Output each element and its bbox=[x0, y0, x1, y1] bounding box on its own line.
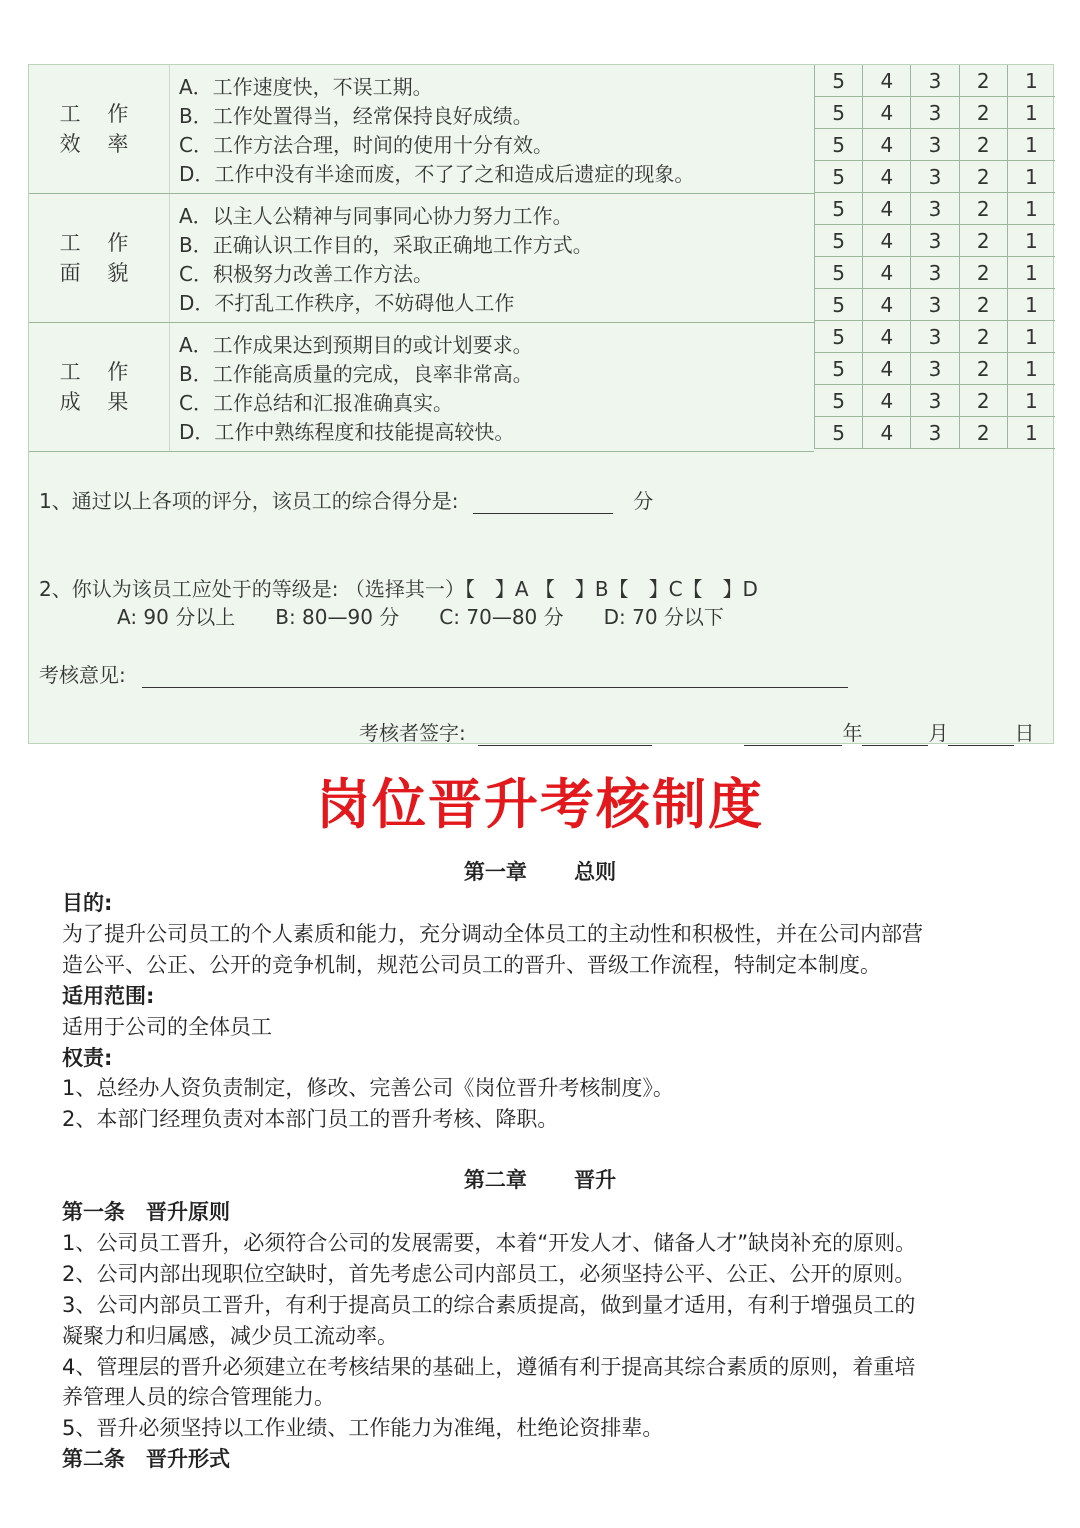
section-work-attitude bbox=[29, 194, 814, 323]
score-option[interactable]: 1 bbox=[1007, 353, 1055, 384]
score-option[interactable]: 1 bbox=[1007, 97, 1055, 128]
score-option[interactable]: 5 bbox=[814, 225, 862, 256]
score-row bbox=[814, 225, 1055, 257]
grade-legend: A: 90 分以上 B: 80—90 分 C: 70—80 分 D: 70 分以下 bbox=[117, 605, 724, 629]
score-option[interactable]: 2 bbox=[959, 97, 1007, 128]
score-option[interactable]: 3 bbox=[910, 65, 958, 96]
chapter-1-name: 总则 bbox=[574, 860, 617, 884]
score-option[interactable]: 1 bbox=[1007, 417, 1055, 448]
document-title: 岗位晋升考核制度 bbox=[316, 773, 764, 836]
section-work-results bbox=[29, 323, 814, 452]
score-option[interactable]: 2 bbox=[959, 385, 1007, 416]
score-row bbox=[814, 417, 1055, 449]
score-row bbox=[814, 129, 1055, 161]
criterion-b: B．工作能高质量的完成，良率非常高。 bbox=[179, 362, 533, 386]
duty-item-1: 1、总经办人资负责制定，修改、完善公司《岗位晋升考核制度》。 bbox=[62, 1076, 674, 1100]
day-blank[interactable] bbox=[948, 723, 1014, 746]
scope-heading: 适用范围: bbox=[62, 984, 155, 1008]
score-option[interactable]: 2 bbox=[959, 65, 1007, 96]
signature-blank[interactable] bbox=[478, 723, 652, 746]
score-row bbox=[814, 257, 1055, 289]
day-label: 日 bbox=[1014, 721, 1035, 745]
evaluation-form bbox=[28, 64, 1054, 744]
question-2[interactable]: 2、你认为该员工应处于的等级是: （选择其一）【 】A 【 】B【 】C【 】D bbox=[39, 577, 758, 601]
score-option[interactable]: 4 bbox=[862, 129, 910, 160]
criterion-a: A．工作速度快，不误工期。 bbox=[179, 75, 433, 99]
section-label bbox=[29, 65, 170, 193]
chapter-1-number: 第一章 bbox=[463, 860, 527, 884]
score-option[interactable]: 5 bbox=[814, 353, 862, 384]
score-option[interactable]: 4 bbox=[862, 225, 910, 256]
score-row bbox=[814, 97, 1055, 129]
criterion-b: B．工作处置得当，经常保持良好成绩。 bbox=[179, 104, 533, 128]
chapter-2-name: 晋升 bbox=[574, 1168, 617, 1192]
score-option[interactable]: 3 bbox=[910, 353, 958, 384]
score-option[interactable]: 1 bbox=[1007, 65, 1055, 96]
score-option[interactable]: 1 bbox=[1007, 193, 1055, 224]
principle-2: 2、公司内部出现职位空缺时，首先考虑公司内部员工，必须坚持公平、公正、公开的原则。 bbox=[62, 1262, 916, 1286]
score-option[interactable]: 4 bbox=[862, 321, 910, 352]
principle-4-line-2: 养管理人员的综合管理能力。 bbox=[62, 1385, 335, 1409]
score-option[interactable]: 1 bbox=[1007, 289, 1055, 320]
score-option[interactable]: 3 bbox=[910, 417, 958, 448]
score-option[interactable]: 4 bbox=[862, 65, 910, 96]
year-blank[interactable] bbox=[744, 723, 842, 746]
question-1-text: 1、通过以上各项的评分，该员工的综合得分是: bbox=[39, 489, 459, 513]
principle-3-line-2: 凝聚力和归属感，减少员工流动率。 bbox=[62, 1324, 398, 1348]
principle-3-line-1: 3、公司内部员工晋升，有利于提高员工的综合素质提高，做到量才适用，有利于增强员工的 bbox=[62, 1293, 916, 1317]
score-option[interactable]: 3 bbox=[910, 257, 958, 288]
criterion-a: A．工作成果达到预期目的或计划要求。 bbox=[179, 333, 533, 357]
score-row bbox=[814, 193, 1055, 225]
score-option[interactable]: 3 bbox=[910, 321, 958, 352]
score-option[interactable]: 4 bbox=[862, 193, 910, 224]
score-option[interactable]: 1 bbox=[1007, 129, 1055, 160]
score-option[interactable]: 2 bbox=[959, 321, 1007, 352]
scope-text: 适用于公司的全体员工 bbox=[62, 1015, 272, 1039]
criteria-list bbox=[179, 202, 814, 318]
month-label: 月 bbox=[928, 721, 949, 745]
criterion-a: A．以主人公精神与同事同心协力努力工作。 bbox=[179, 204, 573, 228]
criterion-d: D．工作中没有半途而废，不了了之和造成后遗症的现象。 bbox=[179, 162, 695, 186]
score-option[interactable]: 3 bbox=[910, 193, 958, 224]
duty-item-2: 2、本部门经理负责对本部门员工的晋升考核、降职。 bbox=[62, 1107, 559, 1131]
article-2-heading: 第二条 晋升形式 bbox=[62, 1447, 230, 1471]
score-option[interactable]: 4 bbox=[862, 161, 910, 192]
principle-4-line-1: 4、管理层的晋升必须建立在考核结果的基础上，遵循有利于提高其综合素质的原则，着重培 bbox=[62, 1355, 916, 1379]
chapter-1-heading bbox=[0, 856, 1080, 886]
section-label-line1: 工 作 bbox=[59, 231, 139, 255]
score-option[interactable]: 1 bbox=[1007, 257, 1055, 288]
signature-label: 考核者签字: bbox=[359, 721, 466, 745]
score-option[interactable]: 2 bbox=[959, 129, 1007, 160]
purpose-line-1: 为了提升公司员工的个人素质和能力，充分调动全体员工的主动性和积极性，并在公司内部营 bbox=[62, 922, 923, 946]
principle-1: 1、公司员工晋升，必须符合公司的发展需要，本着“开发人才、储备人才”缺岗补充的原则。 bbox=[62, 1231, 917, 1255]
year-label: 年 bbox=[842, 721, 863, 745]
score-row bbox=[814, 353, 1055, 385]
section-label-line2: 成 果 bbox=[59, 390, 139, 414]
score-option[interactable]: 2 bbox=[959, 289, 1007, 320]
section-label-line1: 工 作 bbox=[59, 102, 139, 126]
purpose-heading: 目的: bbox=[62, 891, 113, 915]
score-option[interactable]: 2 bbox=[959, 225, 1007, 256]
section-label bbox=[29, 194, 170, 322]
score-option[interactable]: 1 bbox=[1007, 225, 1055, 256]
criteria-list bbox=[179, 73, 814, 189]
score-option[interactable]: 5 bbox=[814, 321, 862, 352]
opinion-row bbox=[39, 659, 848, 688]
score-option[interactable]: 4 bbox=[862, 417, 910, 448]
question-1 bbox=[39, 485, 653, 514]
section-label-line2: 效 率 bbox=[59, 132, 139, 156]
score-row bbox=[814, 289, 1055, 321]
purpose-line-2: 造公平、公正、公开的竞争机制，规范公司员工的晋升、晋级工作流程，特制定本制度。 bbox=[62, 953, 881, 977]
score-option[interactable]: 5 bbox=[814, 417, 862, 448]
score-option[interactable]: 3 bbox=[910, 385, 958, 416]
score-option[interactable]: 2 bbox=[959, 353, 1007, 384]
criterion-d: D．工作中熟练程度和技能提高较快。 bbox=[179, 420, 515, 444]
criterion-c: C．工作总结和汇报准确真实。 bbox=[179, 391, 453, 415]
score-option[interactable]: 2 bbox=[959, 257, 1007, 288]
score-option[interactable]: 5 bbox=[814, 161, 862, 192]
score-row bbox=[814, 385, 1055, 417]
criterion-c: C．积极努力改善工作方法。 bbox=[179, 262, 433, 286]
score-option[interactable]: 3 bbox=[910, 97, 958, 128]
score-option[interactable]: 4 bbox=[862, 289, 910, 320]
criterion-d: D．不打乱工作秩序，不妨碍他人工作 bbox=[179, 291, 515, 315]
score-blank[interactable] bbox=[473, 513, 613, 514]
question-1-unit: 分 bbox=[633, 489, 654, 513]
score-option[interactable]: 4 bbox=[862, 385, 910, 416]
score-option[interactable]: 4 bbox=[862, 97, 910, 128]
score-row bbox=[814, 161, 1055, 193]
score-option[interactable]: 2 bbox=[959, 161, 1007, 192]
score-option[interactable]: 5 bbox=[814, 289, 862, 320]
score-option[interactable]: 3 bbox=[910, 225, 958, 256]
score-row bbox=[814, 321, 1055, 353]
score-option[interactable]: 5 bbox=[814, 193, 862, 224]
score-option[interactable]: 3 bbox=[910, 161, 958, 192]
criteria-list bbox=[179, 331, 814, 447]
score-grid bbox=[814, 65, 1055, 449]
score-option[interactable]: 5 bbox=[814, 385, 862, 416]
score-option[interactable]: 5 bbox=[814, 129, 862, 160]
criterion-b: B．正确认识工作目的，采取正确地工作方式。 bbox=[179, 233, 593, 257]
score-option[interactable]: 5 bbox=[814, 257, 862, 288]
score-option[interactable]: 2 bbox=[959, 193, 1007, 224]
score-row bbox=[814, 65, 1055, 97]
section-label-line2: 面 貌 bbox=[59, 261, 139, 285]
score-option[interactable]: 1 bbox=[1007, 385, 1055, 416]
score-option[interactable]: 3 bbox=[910, 289, 958, 320]
chapter-2-number: 第二章 bbox=[463, 1168, 527, 1192]
duty-heading: 权责: bbox=[62, 1046, 113, 1070]
score-option[interactable]: 4 bbox=[862, 257, 910, 288]
score-option[interactable]: 3 bbox=[910, 129, 958, 160]
section-label-line1: 工 作 bbox=[59, 360, 139, 384]
opinion-blank[interactable] bbox=[142, 665, 848, 688]
score-option[interactable]: 1 bbox=[1007, 321, 1055, 352]
score-option[interactable]: 5 bbox=[814, 65, 862, 96]
month-blank[interactable] bbox=[862, 723, 928, 746]
article-1-heading: 第一条 晋升原则 bbox=[62, 1200, 230, 1224]
principle-5: 5、晋升必须坚持以工作业绩、工作能力为准绳，杜绝论资排辈。 bbox=[62, 1416, 664, 1440]
score-option[interactable]: 4 bbox=[862, 353, 910, 384]
score-option[interactable]: 2 bbox=[959, 417, 1007, 448]
section-label bbox=[29, 323, 170, 451]
chapter-2-heading bbox=[0, 1164, 1080, 1194]
criterion-c: C．工作方法合理，时间的使用十分有效。 bbox=[179, 133, 553, 157]
opinion-label: 考核意见: bbox=[39, 663, 126, 687]
score-option[interactable]: 1 bbox=[1007, 161, 1055, 192]
section-work-efficiency bbox=[29, 65, 814, 194]
score-option[interactable]: 5 bbox=[814, 97, 862, 128]
signature-row bbox=[359, 717, 1034, 746]
